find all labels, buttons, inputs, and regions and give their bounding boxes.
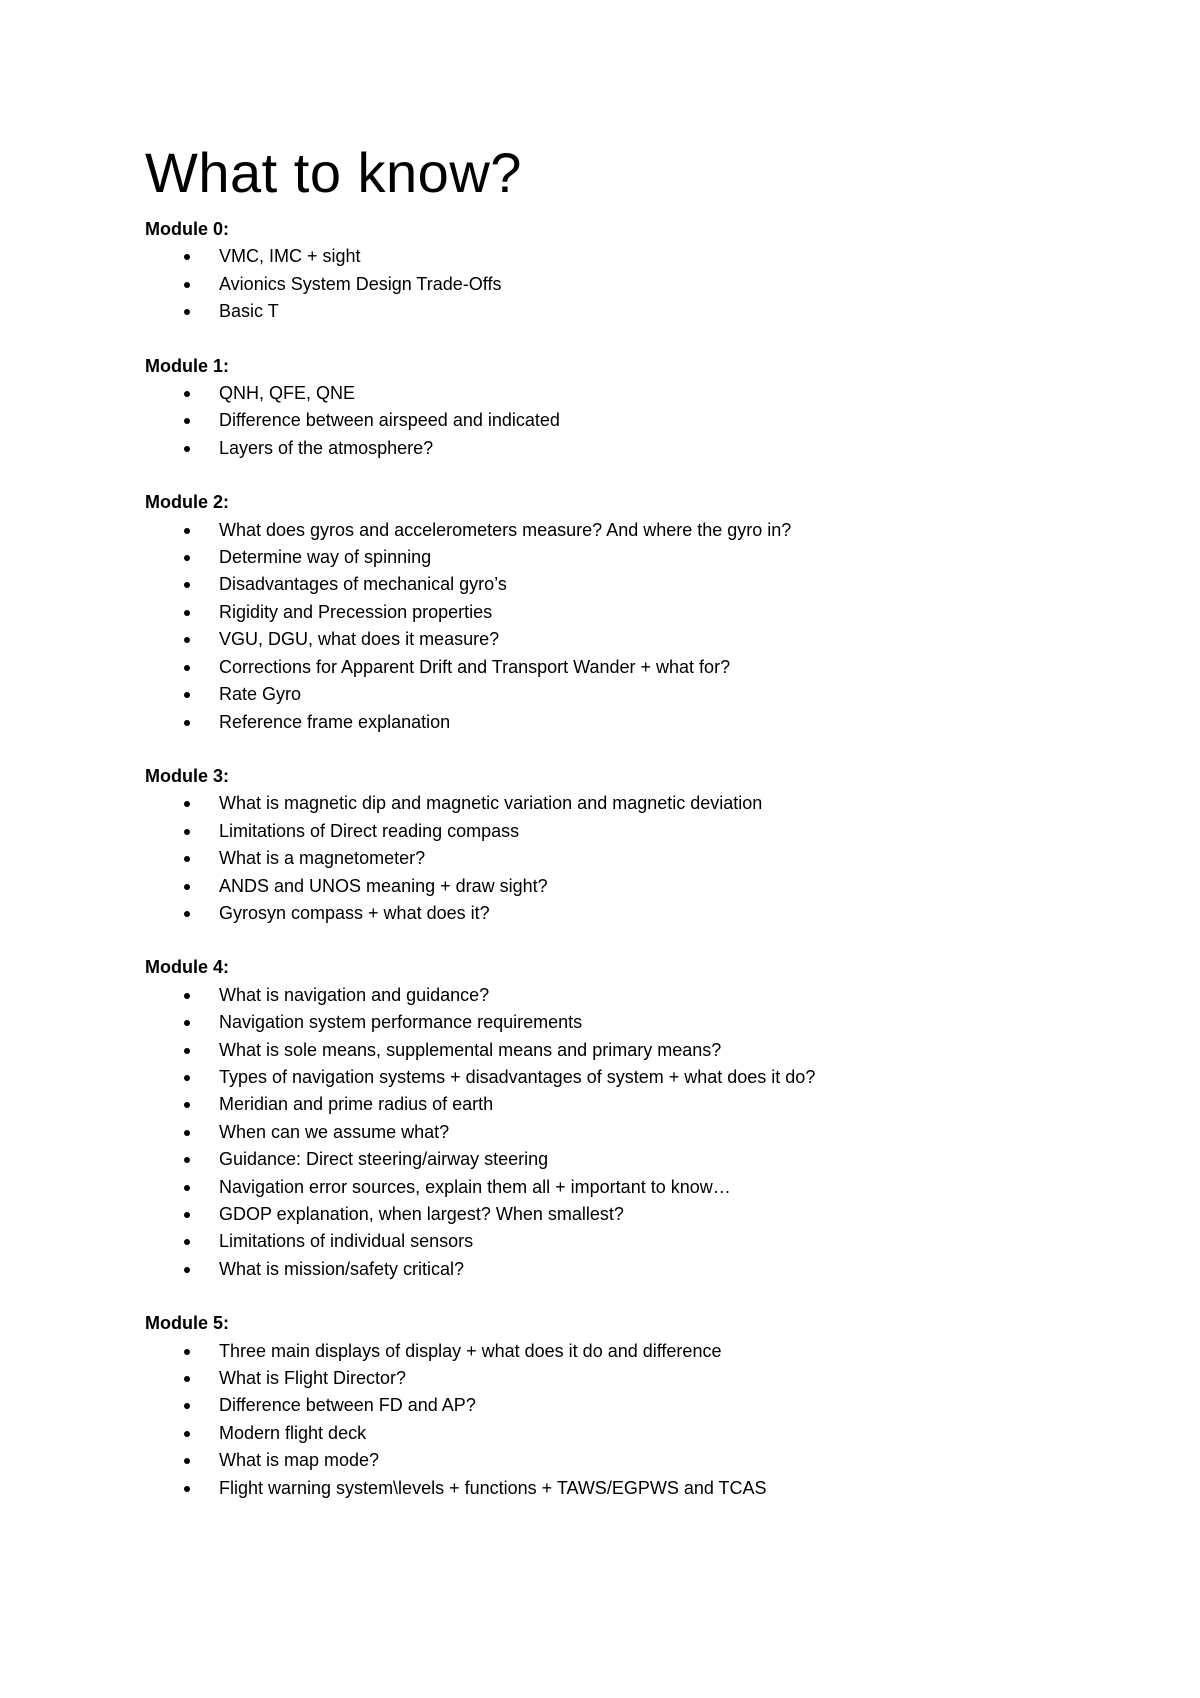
list-item bbox=[145, 1475, 1105, 1502]
list-item bbox=[145, 654, 1105, 681]
list-item-text: VMC, IMC + sight bbox=[219, 246, 361, 267]
module-section bbox=[145, 489, 1105, 736]
bullet-icon bbox=[184, 391, 190, 397]
bullet-icon bbox=[184, 309, 190, 315]
list-item-text: ANDS and UNOS meaning + draw sight? bbox=[219, 875, 548, 896]
module-heading: Module 2: bbox=[145, 492, 229, 513]
list-item bbox=[145, 1119, 1105, 1146]
bullet-list bbox=[145, 790, 1105, 927]
bullet-icon bbox=[184, 528, 190, 534]
list-item-text: Meridian and prime radius of earth bbox=[219, 1094, 494, 1115]
list-item-text: Corrections for Apparent Drift and Transport Wander + what for? bbox=[219, 656, 731, 677]
list-item bbox=[145, 790, 1105, 817]
bullet-list bbox=[145, 982, 1105, 1283]
list-item bbox=[145, 1174, 1105, 1201]
bullet-icon bbox=[184, 1157, 190, 1163]
module-heading: Module 4: bbox=[145, 957, 229, 978]
list-item-text: Determine way of spinning bbox=[219, 547, 432, 568]
list-item bbox=[145, 900, 1105, 927]
list-item bbox=[145, 544, 1105, 571]
bullet-icon bbox=[184, 446, 190, 452]
module-heading: Module 0: bbox=[145, 219, 229, 239]
bullet-icon bbox=[184, 911, 190, 917]
list-item-text: Difference between FD and AP? bbox=[219, 1395, 476, 1416]
bullet-icon bbox=[184, 254, 190, 260]
list-item bbox=[145, 1064, 1105, 1091]
list-item-text: Guidance: Direct steering/airway steering bbox=[219, 1149, 549, 1170]
list-item-text: What is Flight Director? bbox=[219, 1368, 407, 1389]
list-item-text: What is navigation and guidance? bbox=[219, 984, 490, 1005]
bullet-icon bbox=[184, 637, 190, 643]
bullet-icon bbox=[184, 993, 190, 999]
list-item bbox=[145, 1146, 1105, 1173]
list-item bbox=[145, 1009, 1105, 1036]
list-item bbox=[145, 517, 1105, 544]
list-item-text: Three main displays of display + what does it do and difference bbox=[219, 1340, 722, 1361]
bullet-icon bbox=[184, 1458, 190, 1464]
list-item-text: Gyrosyn compass + what does it? bbox=[219, 902, 490, 923]
bullet-icon bbox=[184, 1130, 190, 1136]
list-item bbox=[145, 1447, 1105, 1474]
list-item bbox=[145, 571, 1105, 598]
bullet-icon bbox=[184, 884, 190, 890]
bullet-icon bbox=[184, 1267, 190, 1273]
bullet-list bbox=[145, 243, 1105, 325]
bullet-icon bbox=[184, 801, 190, 807]
list-item bbox=[145, 626, 1105, 653]
bullet-icon bbox=[184, 1048, 190, 1054]
list-item-text: When can we assume what? bbox=[219, 1121, 450, 1142]
list-item-text: What is map mode? bbox=[219, 1450, 380, 1471]
module-section bbox=[145, 763, 1105, 927]
module-section bbox=[145, 216, 1105, 326]
list-item bbox=[145, 435, 1105, 462]
list-item bbox=[145, 1365, 1105, 1392]
list-item-text: What is magnetic dip and magnetic variation and magnetic deviation bbox=[219, 793, 763, 814]
list-item bbox=[145, 1091, 1105, 1118]
list-item bbox=[145, 1037, 1105, 1064]
list-item bbox=[145, 599, 1105, 626]
module-section bbox=[145, 353, 1105, 463]
list-item-text: Limitations of Direct reading compass bbox=[219, 820, 520, 841]
bullet-icon bbox=[184, 1486, 190, 1492]
bullet-icon bbox=[184, 1431, 190, 1437]
list-item bbox=[145, 271, 1105, 298]
list-item-text: Layers of the atmosphere? bbox=[219, 437, 434, 458]
bullet-icon bbox=[184, 1102, 190, 1108]
bullet-icon bbox=[184, 720, 190, 726]
list-item-text: GDOP explanation, when largest? When smallest? bbox=[219, 1204, 624, 1224]
list-item-text: Basic T bbox=[219, 301, 279, 322]
bullet-icon bbox=[184, 665, 190, 671]
list-item bbox=[145, 298, 1105, 325]
list-item bbox=[145, 1392, 1105, 1419]
list-item-text: Difference between airspeed and indicated bbox=[219, 410, 560, 431]
list-item-text: Modern flight deck bbox=[219, 1422, 367, 1443]
list-item-text: What is a magnetometer? bbox=[219, 848, 426, 869]
list-item-text: Navigation error sources, explain them all + important to know… bbox=[219, 1176, 731, 1197]
list-item bbox=[145, 818, 1105, 845]
list-item bbox=[145, 982, 1105, 1009]
bullet-icon bbox=[184, 1185, 190, 1191]
list-item-text: Rate Gyro bbox=[219, 684, 302, 705]
list-item-text: Navigation system performance requirements bbox=[219, 1012, 583, 1033]
list-item bbox=[145, 1256, 1105, 1283]
modules-container bbox=[145, 216, 1105, 1502]
bullet-icon bbox=[184, 1239, 190, 1245]
list-item bbox=[145, 1201, 1105, 1228]
list-item bbox=[145, 380, 1105, 407]
list-item bbox=[145, 1228, 1105, 1255]
bullet-list bbox=[145, 1338, 1105, 1502]
document-page bbox=[145, 140, 1105, 1529]
list-item bbox=[145, 1338, 1105, 1365]
bullet-icon bbox=[184, 418, 190, 424]
bullet-icon bbox=[184, 582, 190, 588]
list-item-text: VGU, DGU, what does it measure? bbox=[219, 629, 500, 650]
bullet-list bbox=[145, 380, 1105, 462]
list-item bbox=[145, 407, 1105, 434]
list-item bbox=[145, 681, 1105, 708]
list-item bbox=[145, 243, 1105, 270]
list-item bbox=[145, 709, 1105, 736]
list-item-text: Reference frame explanation bbox=[219, 711, 451, 732]
list-item-text: Limitations of individual sensors bbox=[219, 1231, 474, 1252]
bullet-icon bbox=[184, 555, 190, 561]
bullet-icon bbox=[184, 1376, 190, 1382]
module-section bbox=[145, 954, 1105, 1283]
bullet-icon bbox=[184, 1349, 190, 1355]
bullet-icon bbox=[184, 1075, 190, 1081]
list-item-text: QNH, QFE, QNE bbox=[219, 383, 356, 404]
list-item-text: What is sole means, supplemental means and primary means? bbox=[219, 1039, 722, 1060]
list-item bbox=[145, 1420, 1105, 1447]
list-item-text: Rigidity and Precession properties bbox=[219, 601, 493, 622]
list-item bbox=[145, 873, 1105, 900]
bullet-list bbox=[145, 517, 1105, 736]
module-heading: Module 1: bbox=[145, 355, 229, 376]
list-item-text: Flight warning system\levels + functions + TAWS/EGPWS and TCAS bbox=[219, 1477, 767, 1498]
bullet-icon bbox=[184, 692, 190, 698]
bullet-icon bbox=[184, 829, 190, 835]
module-section bbox=[145, 1310, 1105, 1502]
list-item bbox=[145, 845, 1105, 872]
module-heading: Module 3: bbox=[145, 765, 229, 786]
list-item-text: Disadvantages of mechanical gyro’s bbox=[219, 574, 507, 595]
bullet-icon bbox=[184, 1403, 190, 1409]
list-item-text: What is mission/safety critical? bbox=[219, 1258, 465, 1279]
bullet-icon bbox=[184, 856, 190, 862]
page-title: What to know? bbox=[145, 141, 522, 204]
bullet-icon bbox=[184, 282, 190, 288]
list-item-text: What does gyros and accelerometers measure? And where the gyro in? bbox=[219, 519, 792, 540]
bullet-icon bbox=[184, 1212, 190, 1218]
list-item-text: Types of navigation systems + disadvantages of system + what does it do? bbox=[219, 1066, 816, 1087]
bullet-icon bbox=[184, 610, 190, 616]
module-heading: Module 5: bbox=[145, 1313, 229, 1334]
bullet-icon bbox=[184, 1020, 190, 1026]
list-item-text: Avionics System Design Trade-Offs bbox=[219, 273, 502, 294]
